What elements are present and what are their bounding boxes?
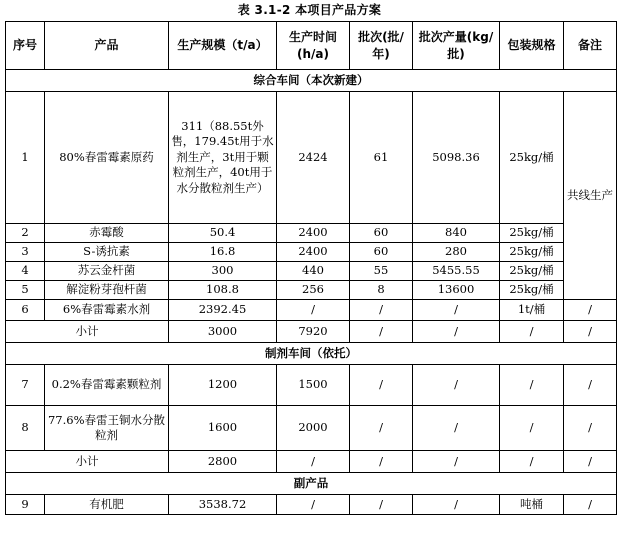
cell-batch-output: /: [413, 495, 500, 515]
cell-scale: 2392.45: [169, 300, 277, 321]
cell-scale: 3000: [169, 321, 277, 343]
cell-batches: /: [350, 406, 413, 451]
cell-packaging: 25kg/桶: [500, 281, 564, 300]
cell-batch-output: /: [413, 451, 500, 473]
header-product: 产品: [45, 22, 169, 70]
table-row: [6, 406, 617, 451]
cell-batches: 60: [350, 224, 413, 243]
cell-time: 2424: [277, 92, 350, 224]
cell-packaging: /: [500, 321, 564, 343]
cell-scale: 311（88.55t外售，179.45t用于水剂生产，3t用于颗粒剂生产，40t用于水分散粒剂生产）: [169, 92, 277, 224]
cell-seq: 5: [6, 281, 45, 300]
header-row: [6, 22, 617, 70]
cell-remark: /: [564, 365, 617, 406]
table-row: [6, 300, 617, 321]
cell-product: 6%春雷霉素水剂: [45, 300, 169, 321]
cell-batches: 55: [350, 262, 413, 281]
cell-remark-shared: 共线生产: [564, 92, 617, 300]
cell-time: /: [277, 451, 350, 473]
cell-scale: 16.8: [169, 243, 277, 262]
cell-batches: /: [350, 300, 413, 321]
subtotal-row: [6, 451, 617, 473]
cell-batch-output: 840: [413, 224, 500, 243]
cell-remark: /: [564, 495, 617, 515]
cell-time: 440: [277, 262, 350, 281]
cell-scale: 108.8: [169, 281, 277, 300]
header-batches: 批次(批/年): [350, 22, 413, 70]
cell-scale: 50.4: [169, 224, 277, 243]
cell-time: /: [277, 495, 350, 515]
cell-packaging: 吨桶: [500, 495, 564, 515]
cell-scale: 1200: [169, 365, 277, 406]
cell-scale: 3538.72: [169, 495, 277, 515]
header-remark: 备注: [564, 22, 617, 70]
cell-product: S-诱抗素: [45, 243, 169, 262]
cell-batch-output: 13600: [413, 281, 500, 300]
table-row: [6, 262, 617, 281]
cell-batch-output: /: [413, 365, 500, 406]
cell-product: 有机肥: [45, 495, 169, 515]
cell-seq: 2: [6, 224, 45, 243]
cell-batches: 61: [350, 92, 413, 224]
cell-remark: /: [564, 321, 617, 343]
cell-packaging: /: [500, 406, 564, 451]
cell-remark: /: [564, 451, 617, 473]
cell-batch-output: /: [413, 300, 500, 321]
table-row: [6, 365, 617, 406]
cell-product: 80%春雷霉素原药: [45, 92, 169, 224]
table-title: 表 3.1-2 本项目产品方案: [237, 3, 382, 17]
cell-seq: 6: [6, 300, 45, 321]
cell-packaging: 25kg/桶: [500, 224, 564, 243]
cell-batches: /: [350, 365, 413, 406]
cell-packaging: 1t/桶: [500, 300, 564, 321]
product-plan-table: [5, 21, 617, 515]
header-packaging: 包装规格: [500, 22, 564, 70]
header-scale: 生产规模（t/a）: [169, 22, 277, 70]
cell-scale: 1600: [169, 406, 277, 451]
table-row: [6, 92, 617, 224]
cell-packaging: /: [500, 365, 564, 406]
cell-packaging: /: [500, 451, 564, 473]
cell-product: 0.2%春雷霉素颗粒剂: [45, 365, 169, 406]
cell-scale: 300: [169, 262, 277, 281]
table-row: [6, 243, 617, 262]
cell-product: 苏云金杆菌: [45, 262, 169, 281]
cell-batches: /: [350, 495, 413, 515]
cell-batch-output: 5455.55: [413, 262, 500, 281]
subtotal-row: [6, 321, 617, 343]
cell-time: 1500: [277, 365, 350, 406]
section-title-workshop1: 综合车间（本次新建）: [6, 70, 617, 92]
cell-seq: 9: [6, 495, 45, 515]
subtotal-label: 小计: [6, 451, 169, 473]
cell-seq: 1: [6, 92, 45, 224]
cell-batches: /: [350, 451, 413, 473]
cell-product: 解淀粉芽孢杆菌: [45, 281, 169, 300]
cell-seq: 3: [6, 243, 45, 262]
cell-product: 赤霉酸: [45, 224, 169, 243]
cell-packaging: 25kg/桶: [500, 262, 564, 281]
cell-seq: 4: [6, 262, 45, 281]
cell-batches: /: [350, 321, 413, 343]
cell-batch-output: /: [413, 406, 500, 451]
header-seq: 序号: [6, 22, 45, 70]
header-time: 生产时间(h/a): [277, 22, 350, 70]
cell-time: 2400: [277, 243, 350, 262]
cell-packaging: 25kg/桶: [500, 92, 564, 224]
cell-product: 77.6%春雷王铜水分散粒剂: [45, 406, 169, 451]
section-row: [6, 343, 617, 365]
cell-scale: 2800: [169, 451, 277, 473]
subtotal-label: 小计: [6, 321, 169, 343]
cell-remark: /: [564, 300, 617, 321]
cell-seq: 8: [6, 406, 45, 451]
section-title-workshop2: 制剂车间（依托）: [6, 343, 617, 365]
cell-time: 256: [277, 281, 350, 300]
section-row: [6, 473, 617, 495]
cell-batches: 60: [350, 243, 413, 262]
cell-batches: 8: [350, 281, 413, 300]
cell-time: 7920: [277, 321, 350, 343]
cell-seq: 7: [6, 365, 45, 406]
cell-packaging: 25kg/桶: [500, 243, 564, 262]
header-batch-output: 批次产量(kg/批): [413, 22, 500, 70]
cell-time: 2400: [277, 224, 350, 243]
cell-remark: /: [564, 406, 617, 451]
table-row: [6, 495, 617, 515]
table-row: [6, 224, 617, 243]
section-row: [6, 70, 617, 92]
cell-time: 2000: [277, 406, 350, 451]
table-row: [6, 281, 617, 300]
section-title-byproduct: 副产品: [6, 473, 617, 495]
cell-batch-output: 5098.36: [413, 92, 500, 224]
cell-time: /: [277, 300, 350, 321]
cell-batch-output: 280: [413, 243, 500, 262]
cell-batch-output: /: [413, 321, 500, 343]
